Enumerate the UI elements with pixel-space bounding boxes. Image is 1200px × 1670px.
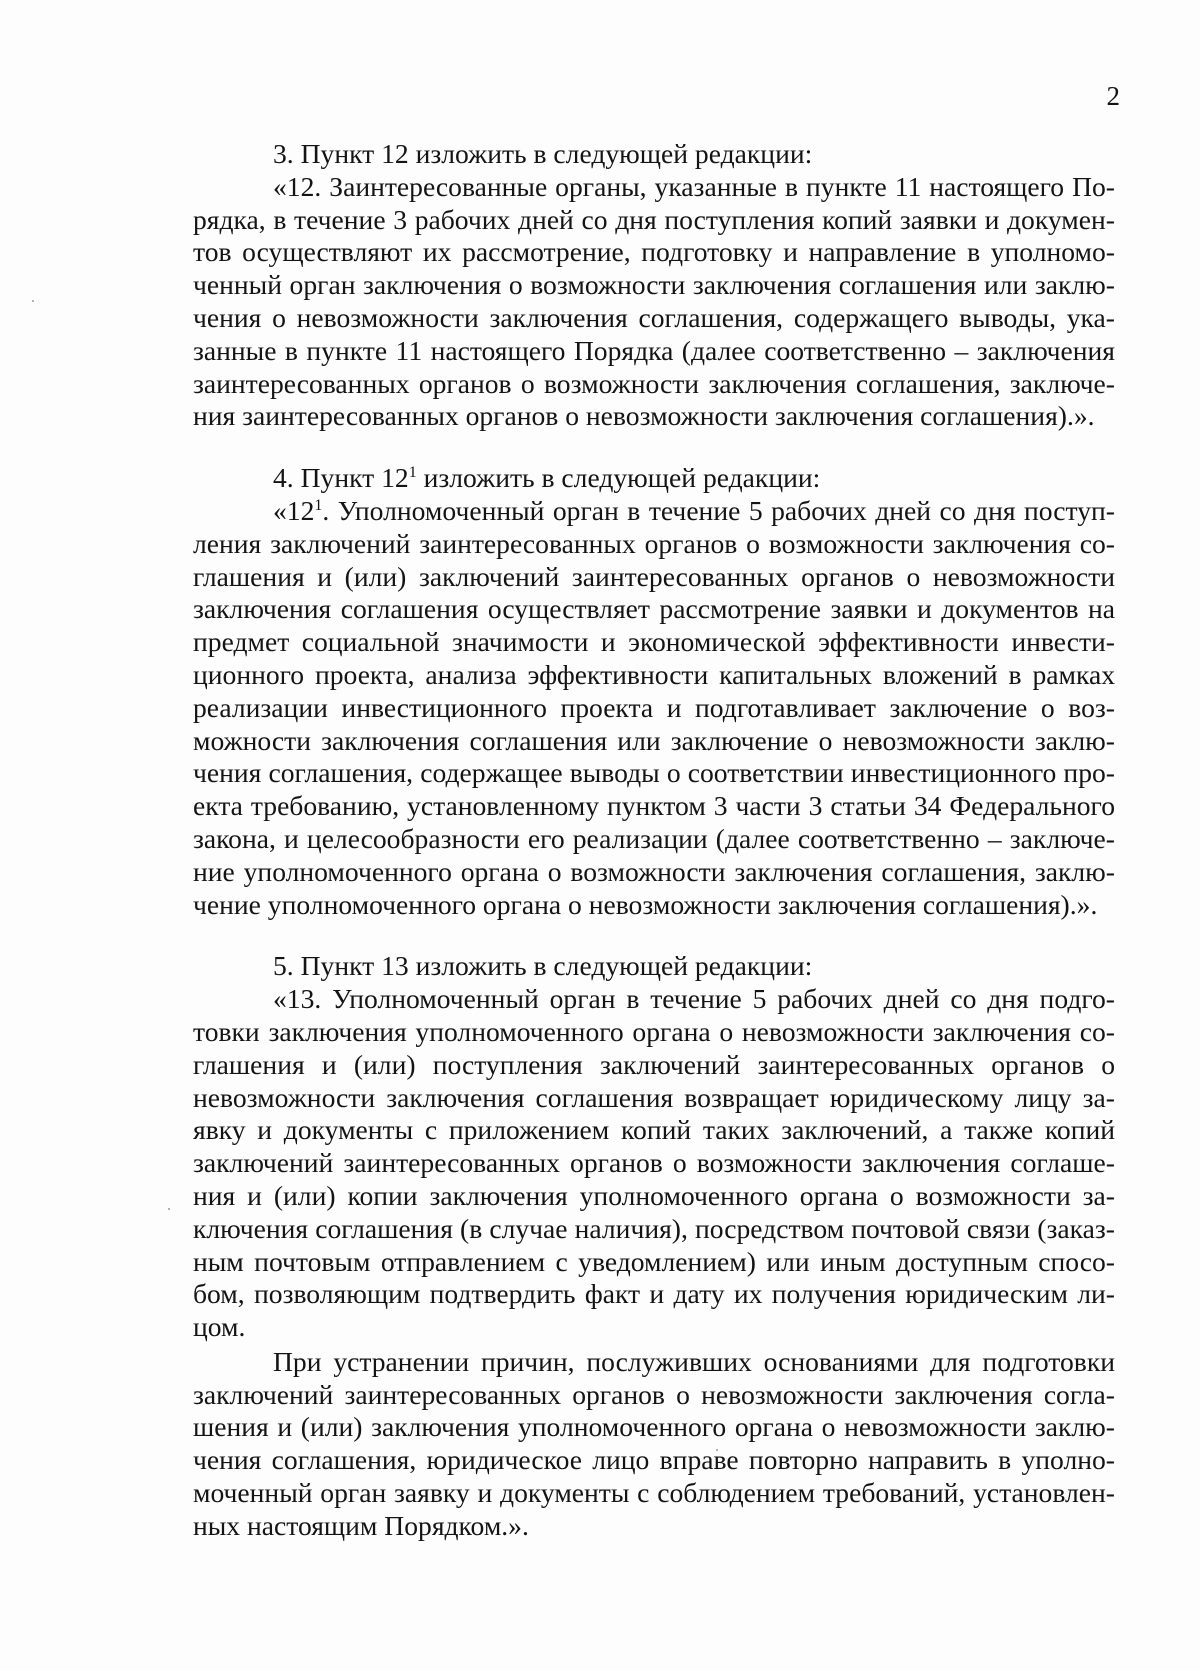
- section-item-3: [193, 138, 1115, 433]
- section-gap: [193, 921, 1115, 950]
- scan-speck: [32, 300, 34, 302]
- section-paragraph: «13. Уполномоченный орган в течение 5 рабочих дней со дня подготовки заключения уполномоченного органа о невозможности заключения соглашения и (или) поступления заключений заинтересованных органов о невозможности заключения соглашения возвращает юридическому лицу заявку и документы с приложением копий таких заключений, а также копий заключений заинтересованных органов о возможности заключения соглашения и (или) копии заключения уполномоченного органа о возможности заключения соглашения (в случае наличия), посредством почтовой связи (заказным почтовым отправлением с уведомлением) или иным доступным способом, позволяющим подтвердить факт и дату их получения юридическим лицом.: [193, 983, 1115, 1343]
- section-heading: [193, 462, 1115, 495]
- scan-speck: [168, 1208, 170, 1210]
- paragraph-prefix: «12: [273, 494, 315, 526]
- section-item-5: [193, 950, 1115, 1542]
- section-heading: 5. Пункт 13 изложить в следующей редакции:: [273, 950, 813, 982]
- superscript-marker: 1: [408, 463, 417, 481]
- section-heading: 3. Пункт 12 изложить в следующей редакции:: [273, 138, 813, 169]
- heading-suffix: изложить в следующей редакции:: [416, 462, 821, 494]
- section-gap: [193, 433, 1115, 462]
- superscript-marker: 1: [314, 496, 323, 514]
- document-body: [193, 138, 1115, 1543]
- section-item-4: [193, 462, 1115, 921]
- heading-prefix: 4. Пункт 12: [273, 462, 409, 494]
- section-paragraph: При устранении причин, послуживших основаниями для подготовки заключений заинтересованных органов о невозможности заключения соглашения и (или) заключения уполномоченного органа о невозможности заключения соглашения, юридическое лицо вправе повторно направить в уполномоченный орган заявку и документы с соблюдением требований, установленных настоящим Порядком.».: [193, 1345, 1115, 1541]
- section-paragraph: [193, 495, 1115, 921]
- paragraph-text: . Уполномоченный орган в течение 5 рабочих дней со дня поступления заключений заинтересованных органов о возможности заключения соглашения и (или) заключений заинтересованных органов о невозможности заключения соглашения осуществляет рассмотрение заявки и документов на предмет социальной значимости и экономической эффективности инвестиционного проекта, анализа эффективности капитальных вложений в рамках реализации инвестиционного проекта и подготавливает заключение о возможности заключения соглашения или заключение о невозможности заключения соглашения, содержащее выводы о соответствии инвестиционного проекта требованию, установленному пунктом 3 части 3 статьи 34 Федерального закона, и целесообразности его реализации (далее соответственно – заключение уполномоченного органа о возможности заключения соглашения, заключение уполномоченного органа о невозможности заключения соглашения).».: [193, 494, 1115, 920]
- page-number: 2: [1106, 81, 1120, 111]
- section-paragraph: «12. Заинтересованные органы, указанные в пункте 11 настоящего Порядка, в течение 3 рабочих дней со дня поступления копий заявки и документов осуществляют их рассмотрение, подготовку и направление в уполномоченный орган заключения о возможности заключения соглашения или заключения о невозможности заключения соглашения, содержащего выводы, указанные в пункте 11 настоящего Порядка (далее соответственно – заключения заинтересованных органов о возможности заключения соглашения, заключения заинтересованных органов о невозможности заключения соглашения).».: [193, 170, 1115, 432]
